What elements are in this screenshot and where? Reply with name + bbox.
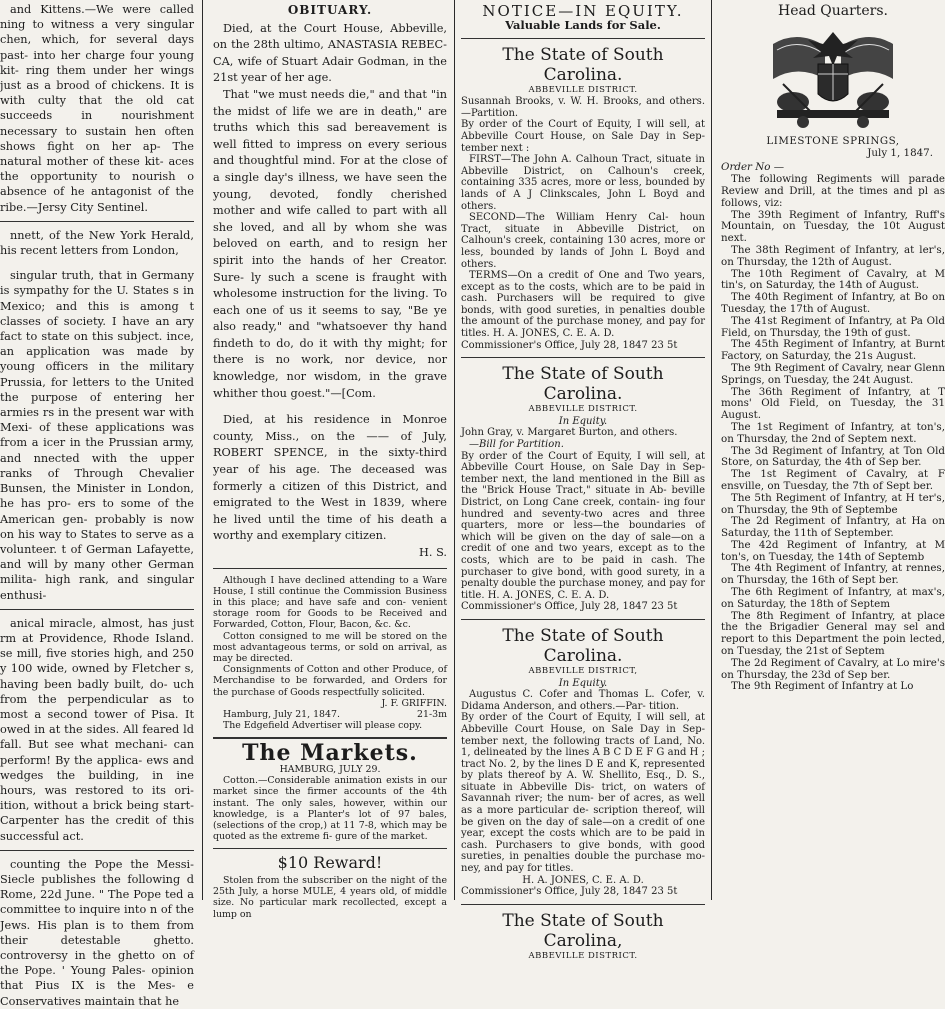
divider xyxy=(213,568,447,569)
divider xyxy=(461,357,705,358)
column-1 xyxy=(0,0,200,1008)
ad-code: 21-3m xyxy=(417,709,447,721)
obituary-heading: OBITUARY. xyxy=(287,3,373,17)
regiment-entry: The 8th Regiment of Infantry, at place the the Brigadier General may sel and report to this Department the poin lected, on Tuesday, the 21st of Septem xyxy=(721,609,945,658)
notice-2-office: Commissioner's Office, July 28, 1847 23 5t xyxy=(461,601,678,613)
regiment-entry: The 42d Regiment of Infantry, at M ton's, on Tuesday, the 14th of Septemb xyxy=(721,538,945,563)
notice-1-district: ABBEVILLE DISTRICT. xyxy=(528,84,638,95)
notice-3-parties: Augustus C. Cofer and Thomas L. Cofer, v. Didama Anderson, and others.—Par- tition. xyxy=(461,689,705,712)
notice-3-office: Commissioner's Office, July 28, 1847 23 5t xyxy=(461,886,678,898)
notice-1-heading: The State of South Carolina. xyxy=(502,44,664,85)
ad-commission: Although I have declined attending to a Ware House, I still continue the Commission Business in this place; and have safe and con- venient storage room for Goods to be Received and Forwarded, Cotton, Flour, Bacon, &c. &c. xyxy=(213,574,447,631)
regiment-entry: The 36th Regiment of Infantry, at T mons' Old Field, on Tuesday, the 31 August. xyxy=(721,385,945,422)
regiment-entry: The 45th Regiment of Infantry, at Burnt Factory, on Saturday, the 21s August. xyxy=(721,338,945,363)
state-seal-emblem-icon xyxy=(763,24,903,132)
column-4 xyxy=(713,0,945,900)
regiment-entry: The 1st Regiment of Infantry, at ton's, on Thursday, the 2nd of Septem next. xyxy=(721,420,945,445)
notice-3-heading: The State of South Carolina. xyxy=(502,625,664,666)
griffin-advertisement xyxy=(213,575,447,732)
notice-1-terms: TERMS—On a credit of One and Two years, except as to the costs, which are to be paid in cash. Purchasers will be required to give bonds, with good sureties, in penalties double the amount of the purchase money, and pay for titles. H. A. JONES, C. E. A. D. xyxy=(461,270,705,340)
obituary-spence: Died, at his residence in Monroe county, Miss., on the —— of July, ROBERT SPENCE, in the sixty-third year of his age. The deceased was formerly a citizen of this District, and emigrated to the West in 1839, where he lived until the time of his death a worthy and exemplary citizen. xyxy=(213,413,447,543)
markets-dateline: HAMBURG, JULY 29. xyxy=(279,764,381,776)
equity-notice-title: NOTICE—IN EQUITY. xyxy=(482,2,684,20)
notice-2-parties: John Gray, v. Margaret Burton, and others. xyxy=(461,427,678,439)
notice-1-parties: Susannah Brooks, v. W. H. Brooks, and others.—Partition. xyxy=(461,96,705,119)
regiment-entry: The 5th Regiment of Infantry, at H ter's, on Thursday, the 9th of Septembe xyxy=(721,491,945,516)
regiment-entry: The 39th Regiment of Infantry, Ruff's Mountain, on Tuesday, the 10t August next. xyxy=(721,208,945,245)
regiment-entry: The 3d Regiment of Infantry, at Ton Old Store, on Saturday, the 4th of Sep ber. xyxy=(721,444,945,469)
dateline-place: LIMESTONE SPRINGS, xyxy=(766,134,900,147)
ad-cotton: Cotton consigned to me will be stored on the most advantageous terms, or sold on arrival, as may be directed. xyxy=(213,630,447,665)
divider xyxy=(461,904,705,905)
regiment-list xyxy=(721,210,945,694)
notice-1-body: By order of the Court of Equity, I will sell, at Abbeville Court House, on Sale Day in Sep- tember next : xyxy=(461,119,705,154)
notice-2-body: By order of the Court of Equity, I will sell, at Abbeville Court House, on Sale Day in Sep- tember next, the land mentioned in the Bill as the "Brick House Tract," situate in Ab- beville District, on Long Cane creek, contain- ing four hundred and seventy-two acres and three quarters, more or less—the boundaries of which will be given on the day of sale—on a credit of one and two years, except as to the costs, which are to be paid in cash. The purchaser to give bond, with good surety, in a penalty double the purchase money, and pay for title. H. A. JONES, C. E. A. D. xyxy=(461,450,705,601)
regiment-entry: The 38th Regiment of Infantry, at ler's, on Thursday, the 12th of August. xyxy=(721,243,945,268)
ad-date: Hamburg, July 21, 1847. xyxy=(223,709,340,721)
article-germany: singular truth, that in Germany is sympathy for the U. States s in Mexico; and this is among t classes of society. I have an ary fact to state on this subject. ince, an application was made by young officers in the military Prussia, for letters to the United the purpose of entering her armies rs in the present war with Mexi- of these applications was from a icer in the Prussian army, and nnected with the upper ranks of Through Chevalier Bunsen, the Minister in London, he has pro- ers to some of the American gen- probably is now on his way to States to serve as a volunteer. t of German Lafayette, and will by many other German milita- high rank, and singular enthusi- xyxy=(0,269,194,602)
column-2 xyxy=(205,0,453,920)
obituary-signature: H. S. xyxy=(419,546,447,559)
regiment-entry: The 9th Regiment of Cavalry, near Glenn Springs, on Tuesday, the 24t August. xyxy=(721,361,945,386)
article-kittens: and Kittens.—We were called ning to witness a very singular chen, which, for several days past- into her charge four young kit- ring them under her wings just as a brood of chickens. It is with culty that the old cat succeeds in nourishment necessary to sustain hen often shows fight on her ap- The natural mother of these kit- aces the opportunity to nourish o absence of he antagonist of the ribe.—Jersy City Sentinel. xyxy=(0,3,194,214)
regiment-entry: The 10th Regiment of Cavalry, at M tin's, on Saturday, the 14th of August. xyxy=(721,267,945,292)
notice-1-first: FIRST—The John A. Calhoun Tract, situate in Abbeville District, on Calhoun's creek, containing 335 acres, more or less, bounded by lands of A J Clinkscales, John L Boyd and others. xyxy=(461,154,705,212)
order-number: Order No — xyxy=(721,161,785,174)
regiment-entry: The 2d Regiment of Infantry, at Ha on Saturday, the 11th of September. xyxy=(721,515,945,540)
equity-notice-subtitle: Valuable Lands for Sale. xyxy=(505,18,661,32)
divider xyxy=(0,221,194,222)
notice-1-second: SECOND—The William Henry Cal- houn Tract, situate in Abbeville District, on Calhoun's creek, containing 130 acres, more or less, bounded by lands of John L Boyd and others. xyxy=(461,212,705,270)
column-3 xyxy=(455,0,711,961)
notice-3-court: In Equity. xyxy=(558,677,608,689)
ad-signature: J. F. GRIFFIN. xyxy=(381,697,447,709)
notice-1-office: Commissioner's Office, July 28, 1847 23 5t xyxy=(461,339,678,351)
column-rule xyxy=(711,0,712,900)
obituary-reflection: That "we must needs die," and that "in the midst of life we are in death," are truths which this sad bereavement is well fitted to impress on every serious and thoughtful mind. For at the close of a single day's illness, we have seen the young, devoted, fondly cherished mother and wife called to part with all she loved, and all by whom she was beloved on earth, and to resign her spirit into the hands of her Creator. Sure- ly such a scene is fraught with wholesome instruction for the living. To each one of us it seems to say, "Be ye also ready," and "whatsoever thy hand findeth to do, do it with thy might; for there is no work, nor device, nor knowledge, nor wisdom, in the grave whither thou goest."—[Com. xyxy=(213,87,447,400)
dateline-date: July 1, 1847. xyxy=(867,146,933,159)
reward-heading: $10 Reward! xyxy=(277,853,383,873)
markets-heading: The Markets. xyxy=(242,740,418,767)
notice-3-signature: H. A. JONES, C. E. A. D. xyxy=(522,874,644,886)
obituary-godman: Died, at the Court House, Abbeville, on the 28th ultimo, ANASTASIA REBEC- CA, wife of Stuart Adair Godman, in the 21st year of her age. xyxy=(213,21,447,85)
ad-dateline xyxy=(213,709,447,720)
regiment-entry: The 6th Regiment of Infantry, at max's, on Saturday, the 18th of Septem xyxy=(721,586,945,610)
regiment-entry: The 1st Regiment of Cavalry, at F ensville, on Tuesday, the 7th of Sept ber. xyxy=(721,468,945,492)
orders-intro: The following Regiments will parade Review and Drill, at the times and pl as follows, viz: xyxy=(721,173,945,209)
regiment-entry: The 41st Regiment of Infantry, at Pa Old Field, on Thursday, the 19th of gust. xyxy=(721,314,945,339)
divider xyxy=(461,619,705,620)
notice-2-heading: The State of South Carolina. xyxy=(502,364,664,405)
regiment-entry: The 2d Regiment of Cavalry, at Lo mire's on Thursday, the 23d of Sep ber. xyxy=(721,656,945,681)
reward-text: Stolen from the subscriber on the night of the 25th July, a horse MULE, 4 years old, of middle size. No particular mark recollected, except a lump on xyxy=(213,875,447,920)
ad-note: The Edgefield Advertiser will please copy. xyxy=(223,720,423,732)
ad-consignments: Consignments of Cotton and other Produce, of Merchandise to be forwarded, and Orders for the purchase of Goods respectfully solicited. xyxy=(213,664,447,698)
notice-2-bill: —Bill for Partition. xyxy=(469,439,564,451)
divider xyxy=(213,848,447,849)
divider xyxy=(461,38,705,39)
divider xyxy=(213,737,447,739)
markets-cotton: Cotton.—Considerable animation exists in our market since the firmer accounts of the 4th instant. The only sales, however, within our knowledge, is a Planter's lot of 97 bales, (selections of the crop,) at 11 7-8, which may be quoted as the extreme fi- gure of the market. xyxy=(213,775,447,843)
notice-4-district: ABBEVILLE DISTRICT. xyxy=(528,950,638,961)
notice-2-district: ABBEVILLE DISTRICT. xyxy=(528,404,638,415)
notice-4-heading: The State of South Carolina, xyxy=(502,910,664,951)
column-rule xyxy=(202,0,203,900)
notice-3-body: By order of the Court of Equity, I will sell, at Abbeville Court House, on Sale Day in Sep- tember next, the following tracts of Land, No. 1, delineated by the lines A B C D E F G and H ; tract No. 2, by the lines D E and K, represented by plats thereof by A. W. Shellito, Esq., D. S., situate in Abbeville Dis- trict, on waters of Savannah river; the num- ber of acres, as well as a more particular de- scription thereof, will be given on the day of sale—on a credit of one year, except the costs which are to be paid in cash. Purchasers to give bonds, with good sureties, in penalties double the purchase mo-ney, and pay for titles. xyxy=(461,712,705,875)
regiment-entry: The 40th Regiment of Infantry, at Bo on Tuesday, the 17th of August. xyxy=(721,291,945,315)
article-herald-intro: nnett, of the New York Herald, his recent letters from London, xyxy=(0,228,194,258)
divider xyxy=(0,609,194,610)
article-providence-mill: anical miracle, almost, has just rm at Providence, Rhode Island. se mill, five stories high, and 250 y 100 wide, owned by Fletcher s, having been badly built, do- uch from the perpendicular as to most a second tower of Pisa. It owed in at the sides. All feared ld fall. But see what mechani- can perform! By the applica- ews and wedges the building, in ine hours, was restored to its ori- ition, without a brick being start- Carpenter has the credit of this successful act. xyxy=(0,616,194,843)
article-pope: counting the Pope the Messi- Siecle publishes the following d Rome, 22d June. " The Pope ted a committee to inquire into n of the Jews. His plan is to them from their detestable ghetto. controversy in the ghetto on of the Pope. ' Young Pales- opinion that Pius IX is the Mes- e Conservatives maintain that he xyxy=(0,857,194,1008)
regiment-entry: The 9th Regiment of Infantry at Lo xyxy=(731,680,914,693)
divider xyxy=(0,850,194,851)
notice-2-court: In Equity. xyxy=(558,415,608,427)
head-quarters-heading: Head Quarters. xyxy=(777,3,889,19)
notice-3-district: ABBEVILLE DISTRICT, xyxy=(528,665,638,676)
regiment-entry: The 4th Regiment of Infantry, at rennes, on Thursday, the 16th of Sept ber. xyxy=(721,562,945,587)
